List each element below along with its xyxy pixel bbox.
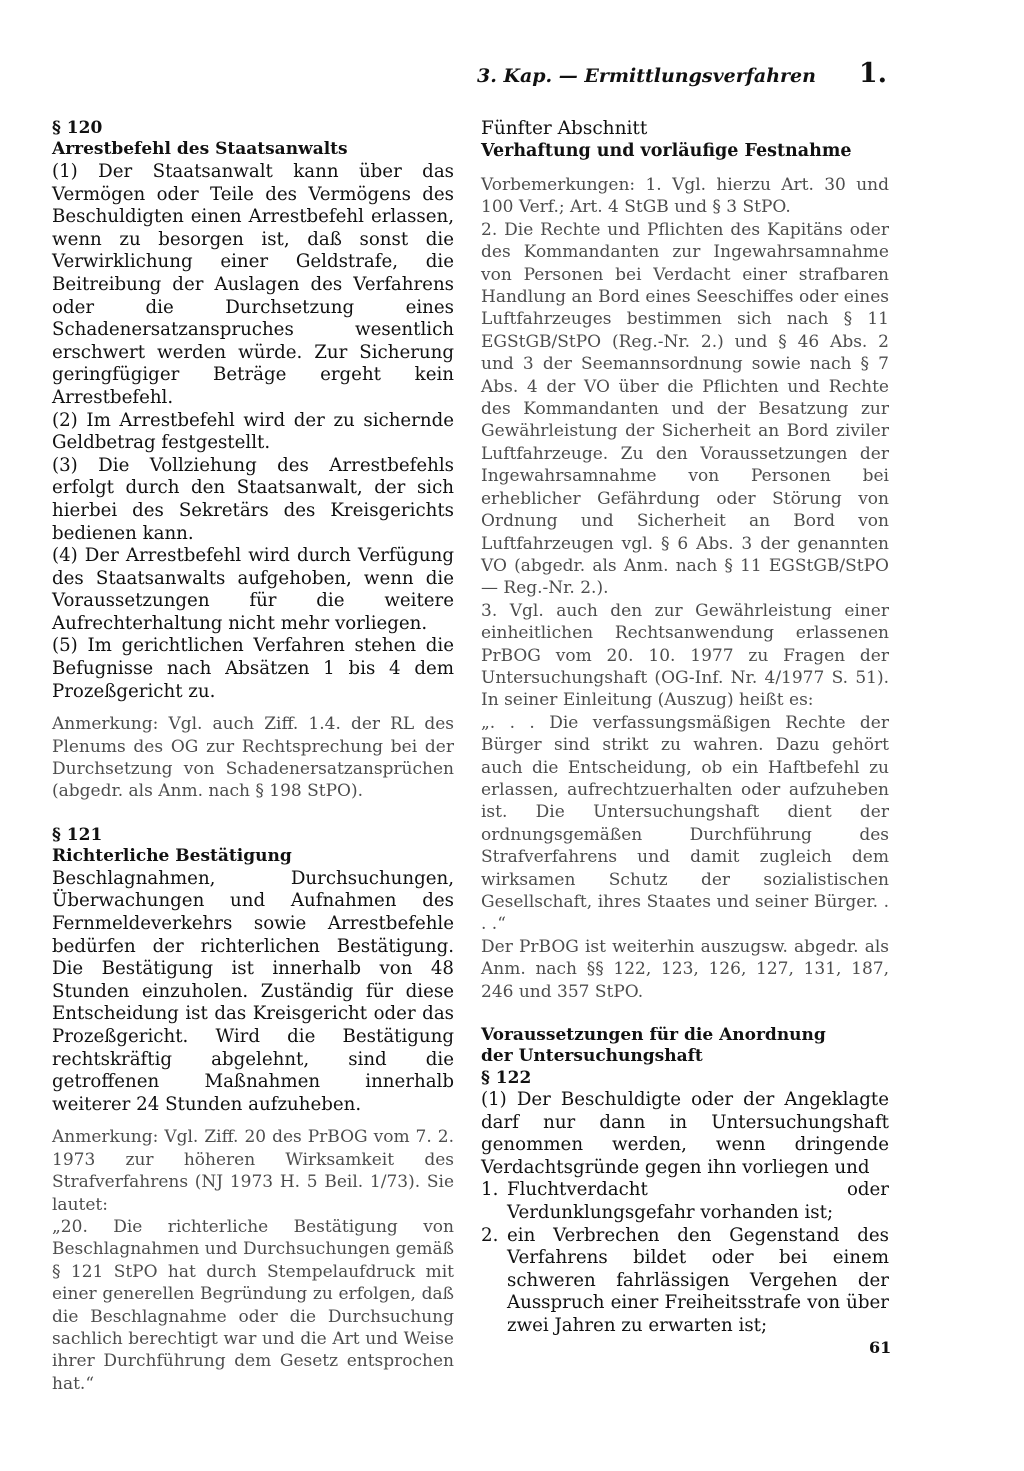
section-122-intro: (1) Der Beschuldigte oder der Angeklagte darf nur dann in Untersuchungshaft genommen werden, wenn dringende Verdachtsgründe gegen ihn vorliegen und bbox=[481, 1089, 889, 1178]
right-column bbox=[481, 118, 889, 1338]
preliminary-note: 2. Die Rechte und Pflichten des Kapitäns oder des Kommandanten zur Ingewahrsamnahme von Personen bei Verdacht einer strafbaren Handlung an Bord eines Seeschiffes oder eines Luftfahrzeuges bestimmen sich nach § 11 EGStGB/StPO (Reg.-Nr. 2.) und § 46 Abs. 2 und 3 der Seemannsordnung sowie nach § 7 Abs. 4 der VO über die Pflichten und Rechte des Kommandanten und der Besatzung zur Gewährleistung der Sicherheit an Bord ziviler Luftfahrzeuge. Zu den Voraussetzungen der Ingewahrsamnahme von Personen bei erheblicher Gefährdung oder Störung von Ordnung und Sicherheit an Bord von Luftfahrzeugen vgl. § 6 Abs. 3 der genannten VO (abgedr. als Anm. nach § 11 EGStGB/StPO — Reg.-Nr. 2.). bbox=[481, 219, 889, 599]
preliminary-note: Der PrBOG ist weiterhin auszugsw. abgedr. als Anm. nach §§ 122, 123, 126, 127, 131, 187, 246 und 357 StPO. bbox=[481, 936, 889, 1002]
section-122-number: § 122 bbox=[481, 1068, 532, 1089]
list-item bbox=[481, 1179, 889, 1224]
preliminary-quote: „. . . Die verfassungsmäßigen Rechte der Bürger sind strikt zu wahren. Dazu gehört auch die Entscheidung, ob ein Haftbefehl zu erlassen, aufrechtzuerhalten oder aufzuheben ist. Die Untersuchungshaft dient der ordnungsgemäßen Durchführung des Strafverfahrens und damit zugleich dem wirksamen Schutz der sozialistischen Gesellschaft, ihres Staates und seiner Bürger. . . .“ bbox=[481, 712, 889, 935]
section-120-paragraph: (1) Der Staatsanwalt kann über das Vermögen oder Teile des Vermögens des Beschuldigten einen Arrestbefehl erlassen, wenn zu besorgen ist, daß sonst die Verwirklichung einer Geldstrafe, die Beitreibung der Auslagen des Verfahrens oder die Durchsetzung eines Schadenersatzanspruches wesentlich erschwert werden würde. Zur Sicherung geringfügiger Beträge ergeht kein Arrestbefehl. bbox=[52, 161, 454, 408]
preliminary-note: Vorbemerkungen: 1. Vgl. hierzu Art. 30 und 100 Verf.; Art. 4 StGB und § 3 StPO. bbox=[481, 175, 889, 218]
running-header bbox=[477, 58, 887, 89]
preliminary-note: 3. Vgl. auch den zur Gewährleistung einer einheitlichen Rechtsanwendung erlassenen PrBOG vom 20. 10. 1977 zu Fragen der Untersuchungshaft (OG-Inf. Nr. 4/1977 S. 51). In seiner Einleitung (Auszug) heißt es: bbox=[481, 600, 889, 711]
list-item-text: ein Verbrechen den Gegenstand des Verfahrens bildet oder bei einem schweren fahrlässigen Vergehen der Ausspruch einer Freiheitsstrafe von über zwei Jahren zu erwarten ist; bbox=[507, 1224, 889, 1336]
section-120-title: Arrestbefehl des Staatsanwalts bbox=[52, 139, 348, 159]
section-121-note: Anmerkung: Vgl. Ziff. 20 des PrBOG vom 7. 2. 1973 zur höheren Wirksamkeit des Strafverfahrens (NJ 1973 H. 5 Beil. 1/73). Sie lautet: bbox=[52, 1127, 454, 1215]
section-121-quote: „20. Die richterliche Bestätigung von Beschlagnahmen und Durchsuchungen gemäß § 121 StPO hat durch Stempelaufdruck mit einer generellen Begründung zu erfolgen, daß die Beschlagnahme oder die Durchsuchung sachlich berechtigt war und die Art und Weise ihrer Durchführung dem Gesetz entsprochen hat.“ bbox=[52, 1217, 455, 1394]
running-title: 3. Kap. — Ermittlungsverfahren bbox=[477, 65, 816, 87]
section-120-paragraph: (2) Im Arrestbefehl wird der zu sichernde Geldbetrag festgestellt. bbox=[52, 409, 454, 454]
subsection-title-line: der Untersuchungshaft bbox=[481, 1046, 703, 1067]
list-item-number: 2. bbox=[481, 1224, 499, 1246]
section-heading: Fünfter Abschnitt bbox=[481, 118, 648, 139]
section-120-number: § 120 bbox=[52, 118, 103, 138]
section-120-paragraph: (3) Die Vollziehung des Arrestbefehls erfolgt durch den Staatsanwalt, der sich hierbei des Sekretärs des Kreisgerichts bedienen kann. bbox=[52, 454, 454, 544]
section-121-number: § 121 bbox=[52, 824, 103, 845]
subsection-title-line: Voraussetzungen für die Anordnung bbox=[481, 1025, 826, 1046]
page-number: 61 bbox=[869, 1338, 892, 1357]
section-120-note: Anmerkung: Vgl. auch Ziff. 1.4. der RL des Plenums des OG zur Rechtsprechung bei der Durchsetzung von Schadenersatzansprüchen (abgedr. als Anm. nach § 198 StPO). bbox=[52, 714, 454, 802]
section-121-title: Richterliche Bestätigung bbox=[52, 845, 292, 866]
left-column bbox=[52, 118, 454, 1395]
section-121-body: Beschlagnahmen, Durchsuchungen, Überwachungen und Aufnahmen des Fernmeldeverkehrs sowie Arrestbefehle bedürfen der richterlichen Bestätigung. Die Bestätigung ist innerhalb von 48 Stunden einzuholen. Zuständig für diese Entscheidung ist das Kreisgericht oder das Prozeßgericht. Wird die Bestätigung rechtskräftig abgelehnt, sind die getroffenen Maßnahmen innerhalb weiterer 24 Stunden aufzuheben. bbox=[52, 867, 454, 1115]
subsection-title bbox=[481, 1025, 889, 1067]
chapter-number: 1. bbox=[858, 58, 887, 89]
section-title: Verhaftung und vorläufige Festnahme bbox=[481, 141, 852, 161]
section-120-paragraph: (5) Im gerichtlichen Verfahren stehen die Befugnisse nach Absätzen 1 bis 4 dem Prozeßgericht zu. bbox=[52, 635, 454, 702]
list-item-number: 1. bbox=[481, 1179, 499, 1201]
list-item-text: Fluchtverdacht oder Verdunklungsgefahr vorhanden ist; bbox=[507, 1179, 889, 1223]
section-120-paragraph: (4) Der Arrestbefehl wird durch Verfügung des Staatsanwalts aufgehoben, wenn die Voraussetzungen für die weitere Aufrechterhaltung nicht mehr vorliegen. bbox=[52, 545, 454, 634]
list-item bbox=[481, 1225, 889, 1338]
